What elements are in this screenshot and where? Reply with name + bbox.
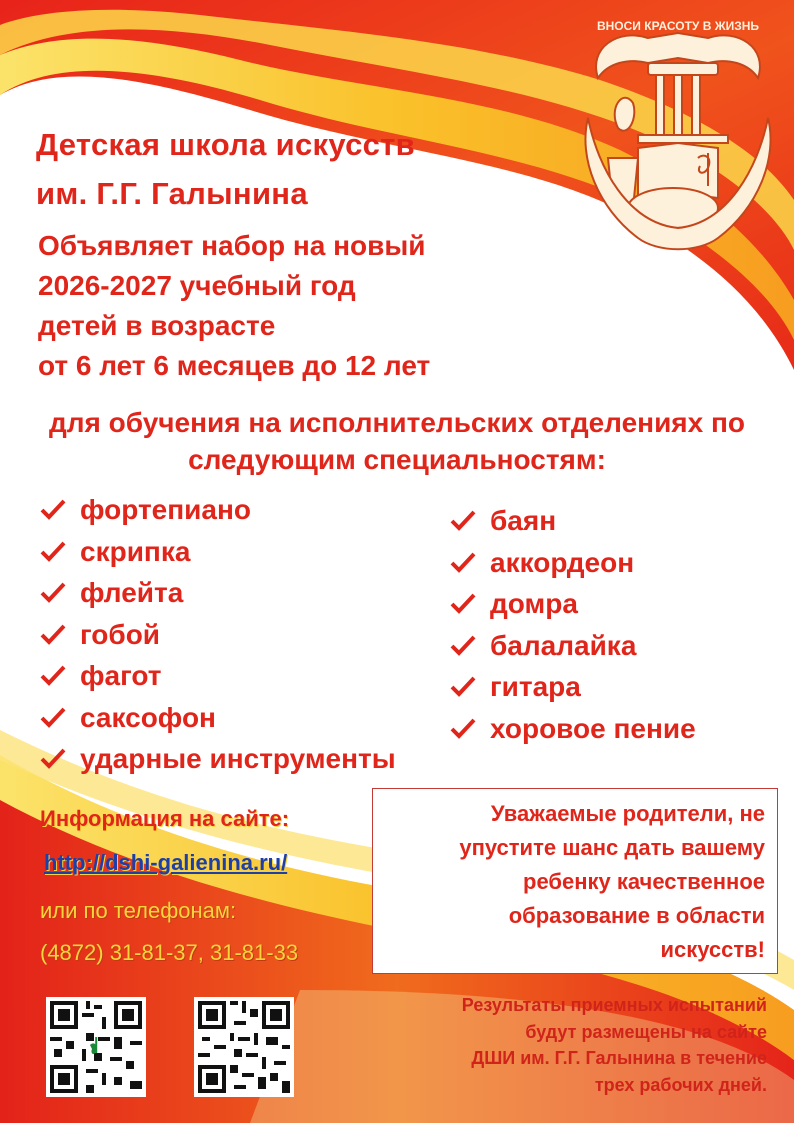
specialty-item [40,738,396,780]
specialty-item [40,655,396,697]
checkmark-icon [40,540,66,562]
specialty-item [40,697,396,739]
results-line2: будут размещены на сайте [525,1021,767,1042]
checkmark-icon [40,747,66,769]
results-line4: трех рабочих дней. [594,1074,767,1095]
qr-code-1[interactable] [46,997,146,1097]
specialty-item [450,666,696,708]
checkmark-icon [450,675,476,697]
school-title-line2: им. Г.Г. Галынина [36,176,308,211]
school-emblem-logo [578,8,778,270]
school-title-line1: Детская школа искусств [36,127,416,162]
specialty-label: фагот [80,660,162,691]
specialty-item [40,489,396,531]
specialty-item [40,572,396,614]
checkmark-icon [40,498,66,520]
parents-line3: ребенку качественное [523,869,765,894]
specialty-label: флейта [80,577,184,608]
results-line1: Результаты приемных испытаний [461,995,767,1015]
specialty-item [450,500,696,542]
announcement-line3: детей в возрасте [38,310,276,341]
specialty-item [450,583,696,625]
specialty-label: гобой [80,618,161,650]
specialty-label: балалайка [490,629,637,661]
logo-motto: ВНОСИ КРАСОТУ В ЖИЗНЬ [596,19,760,33]
checkmark-icon [40,706,66,728]
specialty-item [450,625,696,667]
specialty-item [450,542,696,584]
specialty-label: гитара [490,671,581,702]
specialty-label: хоровое пение [490,712,696,744]
announcement-line2: 2026-2027 учебный год [38,270,356,301]
site-info-label: Информация на сайте: [40,806,290,831]
specialty-label: аккордеон [490,546,635,578]
specialty-label: скрипка [80,535,191,567]
parents-line5: искусств! [660,937,765,962]
specialty-item [40,531,396,573]
specialties-right-list [450,500,696,749]
checkmark-icon [40,623,66,645]
checkmark-icon [450,717,476,739]
specialty-label: саксофон [80,701,216,733]
checkmark-icon [40,581,66,603]
specialty-item [40,614,396,656]
specialty-label: баян [490,505,557,536]
checkmark-icon [450,634,476,656]
school-website-link[interactable]: http://dshi-galienina.ru/ [44,850,288,875]
phone-info-label: или по телефонам: [40,898,237,923]
exam-results-note [400,992,767,1098]
specialties-left-list [40,489,396,780]
parents-line4: образование в области [508,903,765,928]
checkmark-icon [450,592,476,614]
results-line3: ДШИ им. Г.Г. Галынина в течение [471,1048,767,1068]
school-title [36,120,415,218]
parents-line2: упустите шанс дать вашему [459,835,765,860]
parents-message-box [372,788,778,974]
departments-line1: для обучения на исполнительских отделениях по [49,407,745,438]
phone-numbers: (4872) 31-81-37, 31-81-33 [40,940,299,965]
announcement-line4: от 6 лет 6 месяцев до 12 лет [38,350,431,381]
announcement-line1: Объявляет набор на новый [38,230,426,261]
checkmark-icon [40,664,66,686]
qr-code-2[interactable] [194,997,294,1097]
parents-line1: Уважаемые родители, не [490,801,765,826]
specialty-label: фортепиано [80,494,251,525]
enrollment-announcement [38,226,430,386]
checkmark-icon [450,509,476,531]
departments-heading [0,404,794,478]
specialty-label: ударные инструменты [80,743,396,774]
specialty-item [450,708,696,750]
specialty-label: домра [490,588,578,619]
departments-line2: следующим специальностям: [188,444,606,475]
checkmark-icon [450,551,476,573]
